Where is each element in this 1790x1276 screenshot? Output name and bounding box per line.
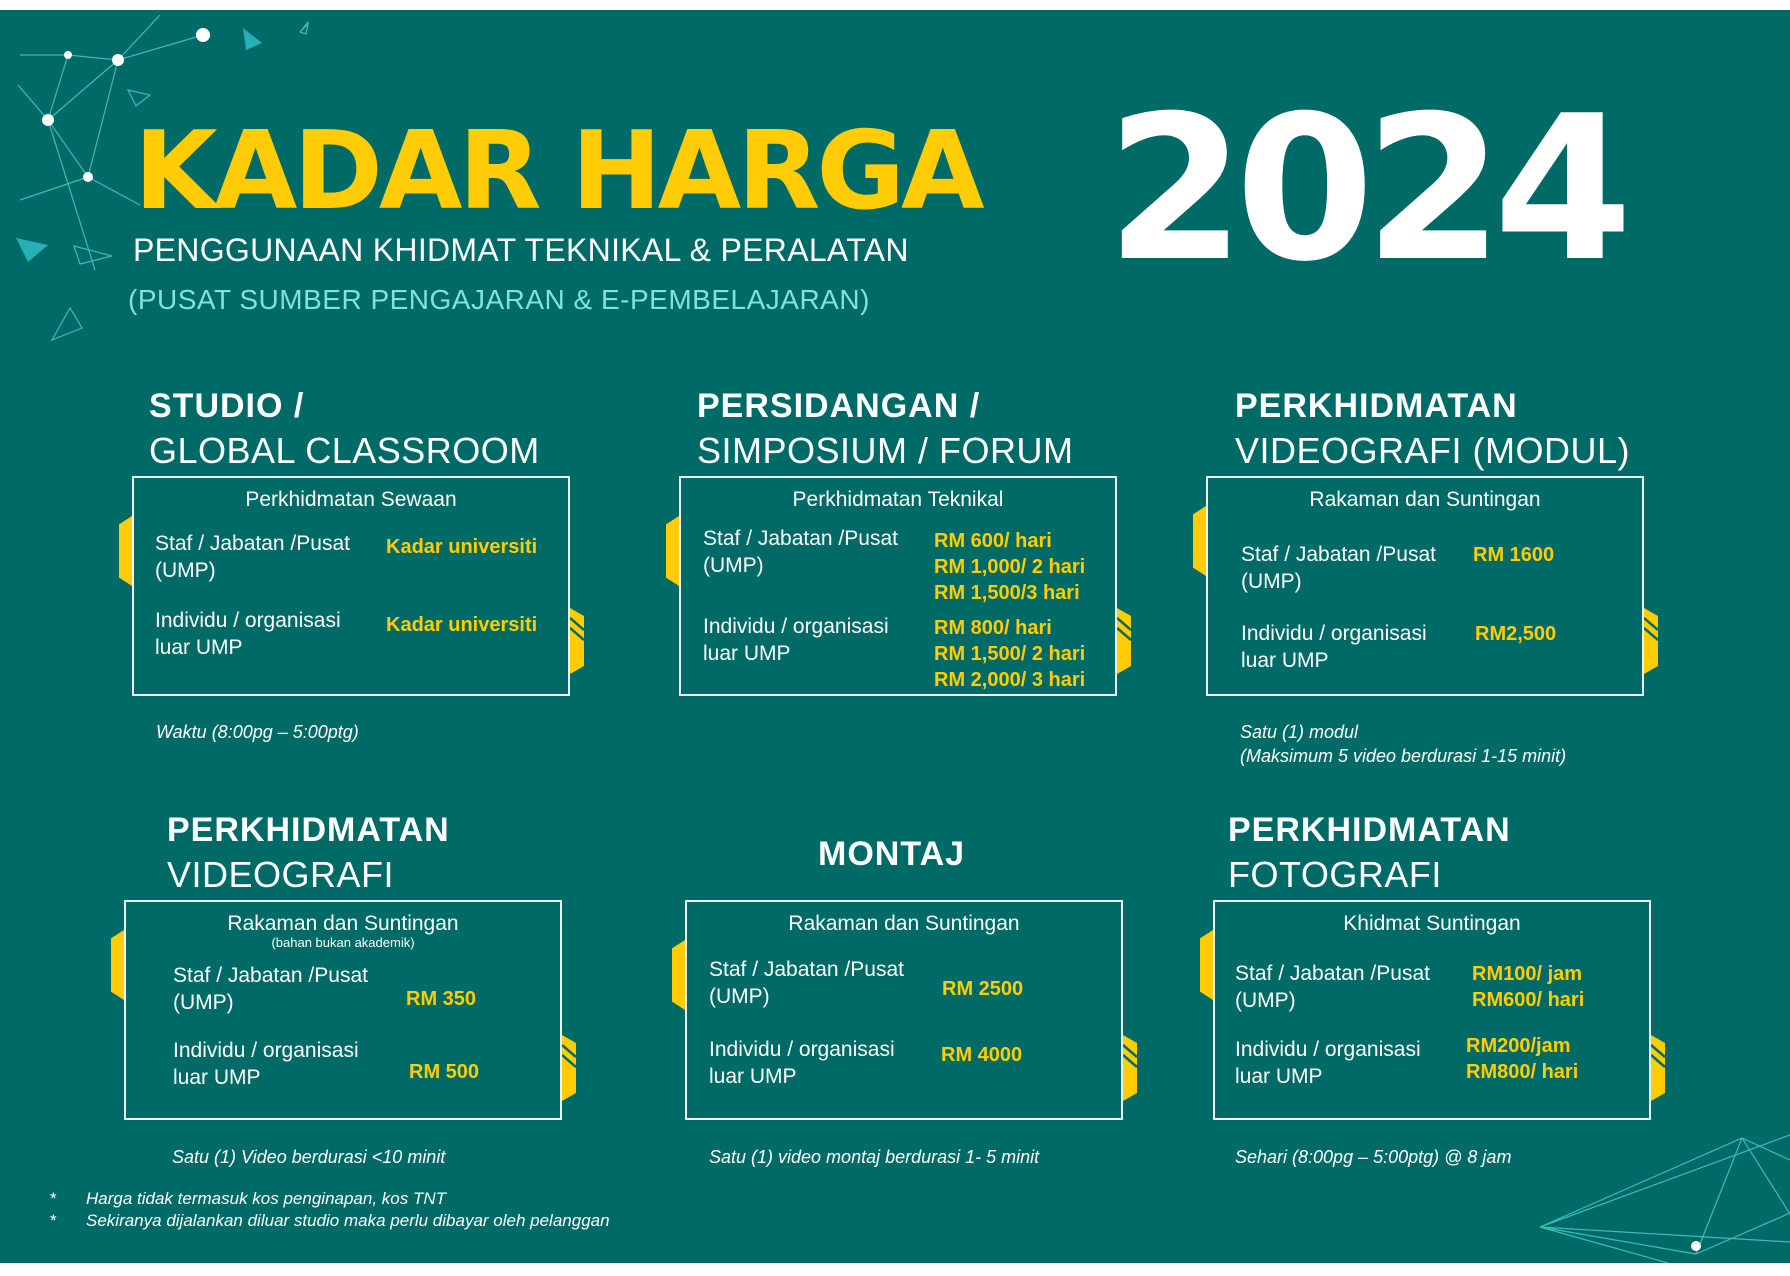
- row-price-staf: RM 2500: [942, 978, 1024, 1000]
- card-tab-right: [1117, 608, 1131, 674]
- heading-line2: FOTOGRAFI: [1228, 854, 1442, 896]
- row-label-staf: Staf / Jabatan /Pusat (UMP): [1241, 543, 1436, 593]
- row-price-individu: RM 4000: [941, 1044, 1023, 1066]
- section-heading-persidangan: [697, 384, 1074, 475]
- row-price-individu: RM200/jam RM800/ hari: [1466, 1035, 1579, 1083]
- card-tab-left: [111, 930, 124, 1000]
- card-subtitle: (bahan bukan akademik): [271, 935, 415, 950]
- row-label-individu: Individu / organisasi luar UMP: [709, 1038, 895, 1088]
- heading-line1: PERSIDANGAN /: [697, 387, 981, 425]
- row-label-staf: Staf / Jabatan /Pusat (UMP): [709, 958, 904, 1008]
- heading-line2: GLOBAL CLASSROOM: [149, 430, 540, 472]
- card-title: Perkhidmatan Teknikal: [792, 488, 1004, 511]
- section-heading-fotografi: [1228, 808, 1511, 899]
- heading-line1: PERKHIDMATAN: [167, 811, 450, 849]
- card-tab-right: [1123, 1035, 1137, 1101]
- card-title: Khidmat Suntingan: [1343, 912, 1521, 935]
- subtitle-pusat: (PUSAT SUMBER PENGAJARAN & E-PEMBELAJARAN): [128, 284, 870, 315]
- price-card-videografi-modul: [1206, 476, 1644, 696]
- heading-line1: PERKHIDMATAN: [1228, 811, 1511, 849]
- row-label-individu: Individu / organisasi luar UMP: [1241, 622, 1427, 672]
- card-tab-left: [119, 516, 132, 586]
- card-title: Perkhidmatan Sewaan: [245, 488, 457, 511]
- card-tab-left: [1193, 506, 1206, 576]
- section-heading-studio: [149, 384, 540, 475]
- row-price-individu: RM2,500: [1475, 623, 1557, 645]
- price-card-montaj: [685, 900, 1123, 1120]
- heading-line1: STUDIO /: [149, 387, 305, 425]
- heading-line1: MONTAJ: [818, 835, 966, 873]
- section-heading-montaj: [818, 832, 965, 876]
- row-price-staf: RM 350: [406, 988, 477, 1010]
- footnote-text: Sekiranya dijalankan diluar studio maka perlu dibayar oleh pelanggan: [86, 1211, 610, 1230]
- note-studio: Waktu (8:00pg – 5:00ptg): [156, 722, 359, 742]
- row-price-individu: RM 500: [409, 1061, 480, 1083]
- row-label-individu: Individu / organisasi luar UMP: [703, 615, 889, 665]
- heading-line2: SIMPOSIUM / FORUM: [697, 430, 1074, 472]
- price-card-videografi: [124, 900, 562, 1120]
- poster: [0, 10, 1790, 1263]
- subtitle: PENGGUNAAN KHIDMAT TEKNIKAL & PERALATAN: [133, 232, 909, 268]
- footnote-2: [50, 1210, 610, 1233]
- card-title: Rakaman dan Suntingan: [1309, 488, 1541, 511]
- row-price-staf: Kadar universiti: [386, 536, 538, 558]
- card-title: Rakaman dan Suntingan: [227, 912, 459, 935]
- row-price-staf: RM 600/ hari RM 1,000/ 2 hari RM 1,500/3 hari: [934, 530, 1086, 604]
- row-label-staf: Staf / Jabatan /Pusat (UMP): [703, 527, 898, 577]
- footnote-marker: *: [50, 1211, 57, 1230]
- row-label-individu: Individu / organisasi luar UMP: [155, 609, 341, 659]
- footnote-1: [50, 1188, 447, 1211]
- card-tab-left: [672, 940, 685, 1010]
- card-tab-left: [1200, 930, 1213, 1000]
- section-heading-videografi: [167, 808, 450, 899]
- row-price-individu: Kadar universiti: [386, 614, 538, 636]
- card-tab-right: [1651, 1035, 1665, 1101]
- footnote-text: Harga tidak termasuk kos penginapan, kos TNT: [86, 1189, 447, 1208]
- main-title: KADAR HARGA: [134, 109, 981, 234]
- row-label-individu: Individu / organisasi luar UMP: [173, 1039, 359, 1089]
- section-heading-videografi-modul: [1235, 384, 1630, 475]
- note-videografi-modul: Satu (1) modul (Maksimum 5 video berdurasi 1-15 minit): [1240, 722, 1567, 767]
- note-fotografi: Sehari (8:00pg – 5:00ptg) @ 8 jam: [1235, 1147, 1512, 1167]
- card-tab-right: [562, 1035, 576, 1101]
- row-price-staf: RM100/ jam RM600/ hari: [1472, 963, 1585, 1011]
- note-videografi: Satu (1) Video berdurasi <10 minit: [172, 1147, 446, 1167]
- note-montaj: Satu (1) video montaj berdurasi 1- 5 minit: [709, 1147, 1040, 1167]
- card-title: Rakaman dan Suntingan: [788, 912, 1020, 935]
- row-price-staf: RM 1600: [1473, 544, 1555, 566]
- heading-line2: VIDEOGRAFI: [167, 854, 395, 896]
- year-title: 2024: [1106, 73, 1623, 306]
- price-card-persidangan: [679, 476, 1117, 696]
- card-tab-right: [1644, 608, 1658, 674]
- price-card-studio: [132, 476, 570, 696]
- card-tab-left: [666, 516, 679, 586]
- footnote-marker: *: [50, 1189, 57, 1208]
- row-label-staf: Staf / Jabatan /Pusat (UMP): [155, 532, 350, 582]
- row-label-staf: Staf / Jabatan /Pusat (UMP): [1235, 962, 1430, 1012]
- heading-line2: VIDEOGRAFI (MODUL): [1235, 430, 1631, 472]
- row-label-staf: Staf / Jabatan /Pusat (UMP): [173, 964, 368, 1014]
- card-tab-right: [570, 608, 584, 674]
- row-price-individu: RM 800/ hari RM 1,500/ 2 hari RM 2,000/ 3 hari: [934, 617, 1086, 691]
- row-label-individu: Individu / organisasi luar UMP: [1235, 1038, 1421, 1088]
- price-card-fotografi: [1213, 900, 1651, 1120]
- heading-line1: PERKHIDMATAN: [1235, 387, 1518, 425]
